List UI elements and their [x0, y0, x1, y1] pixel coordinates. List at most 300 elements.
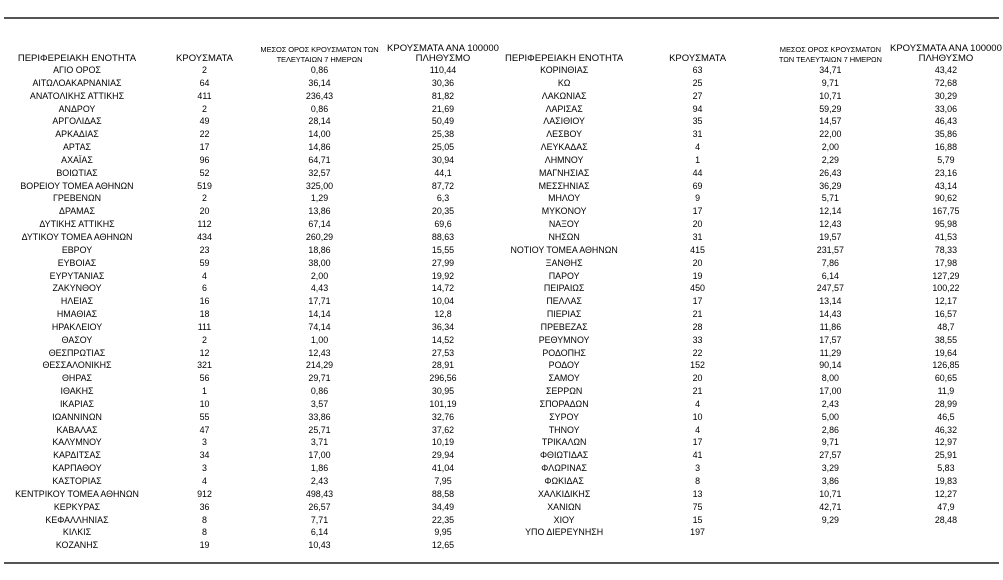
- per100k-cell: 110,44: [429, 65, 457, 75]
- per100k-cell: 12,65: [431, 540, 455, 551]
- region-cell: ΑΓΙΟ ΟΡΟΣ: [53, 65, 101, 75]
- cases-cell: 21: [692, 309, 703, 320]
- table-row: [505, 180, 1003, 193]
- region-cell: ΜΕΣΣΗΝΙΑΣ: [538, 180, 590, 191]
- region-cell: ΚΑΣΤΟΡΙΑΣ: [52, 476, 102, 486]
- region-cell: ΖΑΚΥΝΘΟΥ: [52, 283, 102, 294]
- region-cell: ΘΑΣΟΥ: [61, 334, 93, 345]
- region-cell: ΚΩ: [557, 77, 571, 88]
- avg7-cell: 5,71: [821, 193, 839, 204]
- table-row: [2, 282, 504, 295]
- table-row: [2, 462, 504, 475]
- avg7-cell: 2,43: [310, 476, 329, 486]
- per100k-cell: 28,48: [934, 514, 958, 525]
- cases-cell: 17: [199, 142, 210, 153]
- cases-cell: 2: [202, 103, 207, 114]
- per100k-cell: 32,76: [431, 411, 455, 422]
- per100k-cell: 19,92: [431, 270, 455, 281]
- cases-cell: 2: [202, 65, 207, 75]
- cases-cell: 434: [197, 231, 212, 242]
- table-row: [505, 449, 1003, 462]
- avg7-cell: 3,86: [821, 476, 839, 486]
- table-body-left: [2, 64, 504, 552]
- cases-cell: 3: [202, 463, 207, 474]
- cases-cell: 16: [199, 296, 210, 307]
- per100k-cell: 60,65: [934, 373, 958, 384]
- cases-cell: 111: [197, 321, 212, 332]
- per100k-cell: 23,16: [934, 167, 958, 178]
- table-row: [2, 501, 504, 514]
- table-row: [505, 347, 1003, 360]
- region-cell: ΗΡΑΚΛΕΙΟΥ: [51, 321, 103, 332]
- region-cell: ΚΑΛΥΜΝΟΥ: [52, 437, 102, 448]
- per100k-cell: 95,98: [934, 219, 958, 230]
- table-row: [2, 167, 504, 180]
- table-row: [2, 449, 504, 462]
- header-row: [505, 38, 1003, 64]
- per100k-cell: 17,98: [934, 257, 958, 268]
- per100k-cell: 27,99: [431, 257, 455, 268]
- table-row: [505, 231, 1003, 244]
- table-row: [505, 128, 1003, 141]
- table-row: [505, 424, 1003, 437]
- cases-cell: 10: [692, 411, 703, 422]
- per100k-cell: 81,82: [431, 90, 455, 101]
- region-cell: ΝΟΤΙΟΥ ΤΟΜΕΑ ΑΘΗΝΩΝ: [510, 244, 618, 255]
- region-cell: ΛΕΣΒΟΥ: [546, 129, 583, 140]
- table-row: [2, 141, 504, 154]
- left-table-panel: [2, 38, 504, 552]
- cases-cell: 25: [692, 77, 703, 88]
- cases-cell: 19: [199, 540, 210, 551]
- avg7-cell: 29,71: [308, 373, 331, 384]
- avg7-cell: 2,00: [310, 270, 329, 281]
- avg7-cell: 2,00: [821, 142, 839, 153]
- region-cell: ΑΝΔΡΟΥ: [58, 103, 96, 114]
- region-cell: ΧΙΟΥ: [553, 514, 575, 525]
- per100k-cell: 37,62: [431, 424, 455, 435]
- per100k-cell: 15,55: [431, 244, 455, 255]
- table-row: [2, 205, 504, 218]
- region-cell: ΚΟΖΑΝΗΣ: [55, 540, 99, 551]
- per100k-cell: 25,05: [431, 142, 455, 153]
- table-row: [2, 154, 504, 167]
- per100k-cell: 29,94: [431, 450, 455, 461]
- region-cell: ΑΡΤΑΣ: [62, 142, 91, 153]
- per100k-cell: 7,95: [434, 476, 452, 486]
- region-cell: ΔΥΤΙΚΟΥ ΤΟΜΕΑ ΑΘΗΝΩΝ: [21, 231, 133, 242]
- cases-cell: 19: [692, 270, 703, 281]
- cases-cell: 10: [199, 398, 210, 409]
- cases-cell: 519: [197, 180, 212, 191]
- cases-cell: 450: [690, 283, 705, 294]
- table-row: [2, 218, 504, 231]
- per100k-cell: 35,86: [934, 129, 958, 140]
- right-table-panel: [505, 38, 1003, 539]
- avg7-cell: 27,57: [819, 450, 842, 461]
- region-cell: ΝΑΞΟΥ: [548, 219, 580, 230]
- table-row: [2, 77, 504, 90]
- per100k-cell: 19,64: [934, 347, 958, 358]
- region-cell: ΕΥΒΟΙΑΣ: [57, 257, 97, 268]
- region-cell: ΞΑΝΘΗΣ: [545, 257, 583, 268]
- avg7-cell: 64,71: [308, 154, 331, 165]
- region-cell: ΣΥΡΟΥ: [549, 411, 580, 422]
- region-cell: ΚΟΡΙΝΘΙΑΣ: [540, 65, 589, 75]
- cases-cell: 17: [692, 437, 703, 448]
- cases-cell: 2: [202, 193, 207, 204]
- cases-cell: 20: [199, 206, 210, 217]
- region-cell: ΘΗΡΑΣ: [62, 373, 92, 384]
- cases-cell: 3: [695, 463, 701, 474]
- region-cell: ΚΕΡΚΥΡΑΣ: [53, 501, 101, 512]
- avg7-cell: 26,43: [819, 167, 842, 178]
- table-row: [2, 372, 504, 385]
- avg7-cell: 14,14: [308, 309, 331, 320]
- table-row: [2, 321, 504, 334]
- per100k-cell: 10,19: [431, 437, 455, 448]
- cases-cell: 52: [199, 167, 210, 178]
- avg7-cell: 6,14: [821, 270, 839, 281]
- avg7-cell: 74,14: [308, 321, 331, 332]
- table-row: [505, 308, 1003, 321]
- table-row: [505, 205, 1003, 218]
- cases-cell: 55: [199, 411, 210, 422]
- table-row: [505, 154, 1003, 167]
- cases-cell: 22: [199, 129, 210, 140]
- header-per100k: ΚΡΟΥΣΜΑΤΑ ΑΝΑ 100000 ΠΛΗΘΥΣΜΟ: [387, 43, 499, 64]
- cases-cell: 20: [692, 373, 703, 384]
- cases-cell: 75: [692, 501, 703, 512]
- cases-cell: 321: [197, 360, 212, 371]
- avg7-cell: 33,86: [308, 411, 331, 422]
- avg7-cell: 5,00: [821, 411, 839, 422]
- table-row: [2, 257, 504, 270]
- avg7-cell: 214,29: [305, 360, 334, 371]
- region-cell: ΤΗΝΟΥ: [548, 424, 580, 435]
- table-row: [505, 257, 1003, 270]
- table-row: [505, 475, 1003, 488]
- cases-cell: 8: [202, 514, 207, 525]
- table-row: [2, 526, 504, 539]
- avg7-cell: 231,57: [816, 244, 844, 255]
- region-cell: ΦΘΙΩΤΙΔΑΣ: [539, 450, 589, 461]
- region-cell: ΙΚΑΡΙΑΣ: [59, 398, 95, 409]
- avg7-cell: 26,57: [308, 501, 331, 512]
- avg7-cell: 0,86: [310, 65, 329, 75]
- table-row: [2, 488, 504, 501]
- table-row: [505, 270, 1003, 283]
- per100k-cell: 30,94: [431, 154, 455, 165]
- header-avg7: ΜΕΣΟΣ ΟΡΟΣ ΚΡΟΥΣΜΑΤΩΝ ΤΩΝ ΤΕΛΕΥΤΑΙΩΝ 7 ΗΜΕΡΩΝ: [260, 45, 379, 64]
- cases-cell: 415: [690, 244, 705, 255]
- per100k-cell: 14,72: [431, 283, 455, 294]
- avg7-cell: 0,86: [310, 386, 329, 397]
- table-row: [2, 128, 504, 141]
- cases-cell: 4: [202, 270, 207, 281]
- avg7-cell: 34,71: [819, 65, 842, 75]
- per100k-cell: 46,43: [934, 116, 958, 127]
- avg7-cell: 325,00: [305, 180, 334, 191]
- avg7-cell: 42,71: [819, 501, 842, 512]
- avg7-cell: 13,86: [308, 206, 331, 217]
- cases-cell: 69: [692, 180, 703, 191]
- region-cell: ΣΠΟΡΑΔΩΝ: [539, 398, 589, 409]
- per100k-cell: 5,79: [937, 154, 955, 165]
- avg7-cell: 36,29: [819, 180, 842, 191]
- table-row: [505, 321, 1003, 334]
- avg7-cell: 8,00: [821, 373, 839, 384]
- per100k-cell: 12,97: [934, 437, 958, 448]
- per100k-cell: 47,9: [937, 501, 955, 512]
- cases-cell: 8: [695, 476, 701, 486]
- region-cell: ΑΡΓΟΛΙΔΑΣ: [52, 116, 102, 127]
- avg7-cell: 236,43: [305, 90, 334, 101]
- avg7-cell: 1,29: [310, 193, 329, 204]
- cases-cell: 9: [695, 193, 701, 204]
- per100k-cell: 11,9: [937, 386, 955, 397]
- cases-cell: 4: [695, 398, 701, 409]
- avg7-cell: 10,71: [819, 488, 842, 499]
- cases-table-left: [2, 38, 504, 552]
- per100k-cell: 41,53: [934, 231, 958, 242]
- cases-cell: 22: [692, 347, 703, 358]
- table-row: [2, 475, 504, 488]
- table-row: [505, 411, 1003, 424]
- per100k-cell: 22,35: [431, 514, 455, 525]
- table-row: [505, 334, 1003, 347]
- region-cell: ΚΑΒΑΛΑΣ: [56, 424, 98, 435]
- cases-cell: 96: [199, 154, 210, 165]
- avg7-cell: 4,43: [310, 283, 329, 294]
- table-row: [505, 167, 1003, 180]
- per100k-cell: [889, 526, 1003, 539]
- cases-cell: 17: [692, 296, 703, 307]
- avg7-cell: 11,29: [819, 347, 842, 358]
- table-row: [2, 180, 504, 193]
- cases-cell: 35: [692, 116, 703, 127]
- bottom-rule: [4, 562, 999, 564]
- table-row: [505, 192, 1003, 205]
- table-row: [505, 282, 1003, 295]
- cases-cell: 4: [695, 142, 701, 153]
- region-cell: ΚΑΡΔΙΤΣΑΣ: [53, 450, 101, 461]
- region-cell: ΥΠΟ ΔΙΕΡΕΥΝΗΣΗ: [525, 527, 604, 538]
- per100k-cell: 78,33: [934, 244, 958, 255]
- avg7-cell: 59,29: [819, 103, 842, 114]
- avg7-cell: 18,86: [308, 244, 331, 255]
- table-body-right: [505, 64, 1003, 539]
- cases-cell: 23: [199, 244, 210, 255]
- cases-cell: 33: [692, 334, 703, 345]
- avg7-cell: 19,57: [819, 231, 842, 242]
- region-cell: ΜΥΚΟΝΟΥ: [541, 206, 587, 217]
- per100k-cell: 30,36: [431, 77, 455, 88]
- cases-cell: 49: [199, 116, 210, 127]
- region-cell: ΗΜΑΘΙΑΣ: [56, 309, 98, 320]
- cases-table-right: [505, 38, 1003, 539]
- avg7-cell: 14,57: [819, 116, 842, 127]
- per100k-cell: 25,91: [934, 450, 958, 461]
- per100k-cell: 69,6: [434, 219, 452, 230]
- per100k-cell: 27,53: [431, 347, 455, 358]
- avg7-cell: 2,43: [821, 398, 839, 409]
- avg7-cell: 25,71: [308, 424, 331, 435]
- region-cell: ΛΕΥΚΑΔΑΣ: [540, 142, 588, 153]
- per100k-cell: 21,69: [431, 103, 455, 114]
- avg7-cell: 12,14: [819, 206, 842, 217]
- per100k-cell: 16,57: [934, 309, 958, 320]
- cases-cell: 1: [202, 386, 207, 397]
- table-row: [505, 501, 1003, 514]
- cases-cell: 912: [197, 488, 212, 499]
- region-cell: ΠΕΙΡΑΙΩΣ: [543, 283, 585, 294]
- table-row: [505, 462, 1003, 475]
- region-cell: ΤΡΙΚΑΛΩΝ: [541, 437, 587, 448]
- header-row: [2, 38, 504, 64]
- per100k-cell: 12,17: [934, 296, 958, 307]
- per100k-cell: 50,49: [431, 116, 455, 127]
- header-cases: ΚΡΟΥΣΜΑΤΑ: [669, 53, 727, 64]
- table-row: [2, 385, 504, 398]
- region-cell: ΓΡΕΒΕΝΩΝ: [52, 193, 102, 204]
- table-row: [2, 347, 504, 360]
- avg7-cell: 17,71: [308, 296, 331, 307]
- avg7-cell: 13,14: [819, 296, 842, 307]
- region-cell: ΣΑΜΟΥ: [548, 373, 580, 384]
- region-cell: ΚΑΡΠΑΘΟΥ: [52, 463, 102, 474]
- region-cell: ΙΘΑΚΗΣ: [60, 386, 94, 397]
- header-region: ΠΕΡΙΦΕΡΕΙΑΚΗ ΕΝΟΤΗΤΑ: [505, 53, 624, 64]
- region-cell: ΚΕΦΑΛΛΗΝΙΑΣ: [45, 514, 109, 525]
- per100k-cell: 167,75: [932, 206, 960, 217]
- avg7-cell: 90,14: [819, 360, 842, 371]
- per100k-cell: 28,91: [431, 360, 455, 371]
- table-row: [2, 64, 504, 77]
- cases-cell: 56: [199, 373, 210, 384]
- table-row: [2, 334, 504, 347]
- table-row: [2, 539, 504, 552]
- region-cell: ΠΙΕΡΙΑΣ: [546, 309, 582, 320]
- table-row: [505, 385, 1003, 398]
- avg7-cell: 10,43: [308, 540, 331, 551]
- table-row: [2, 398, 504, 411]
- per100k-cell: 126,85: [932, 360, 960, 371]
- region-cell: ΗΛΕΙΑΣ: [60, 296, 94, 307]
- region-cell: ΑΧΑΪΑΣ: [61, 154, 93, 165]
- table-row: [2, 436, 504, 449]
- avg7-cell: 2,29: [821, 154, 839, 165]
- cases-cell: 41: [692, 450, 703, 461]
- cases-cell: 47: [199, 424, 210, 435]
- table-row: [505, 115, 1003, 128]
- avg7-cell: 12,43: [819, 219, 842, 230]
- per100k-cell: 296,56: [429, 373, 457, 384]
- region-cell: ΦΛΩΡΙΝΑΣ: [541, 463, 588, 474]
- cases-cell: 36: [199, 501, 210, 512]
- region-cell: ΝΗΣΩΝ: [548, 231, 580, 242]
- cases-cell: 15: [692, 514, 703, 525]
- region-cell: ΠΕΛΛΑΣ: [546, 296, 582, 307]
- cases-cell: 34: [199, 450, 210, 461]
- table-row: [2, 244, 504, 257]
- header-avg7: ΜΕΣΟΣ ΟΡΟΣ ΚΡΟΥΣΜΑΤΩΝ ΤΩΝ ΤΕΛΕΥΤΑΙΩΝ 7 ΗΜΕΡΩΝ: [778, 45, 882, 64]
- per100k-cell: 72,68: [934, 77, 958, 88]
- per100k-cell: 127,29: [932, 270, 960, 281]
- table-row: [2, 90, 504, 103]
- table-row: [505, 295, 1003, 308]
- avg7-cell: 9,71: [821, 437, 839, 448]
- cases-cell: 31: [692, 129, 703, 140]
- avg7-cell: 0,86: [310, 103, 329, 114]
- cases-cell: 152: [690, 360, 705, 371]
- cases-cell: 4: [695, 424, 701, 435]
- cases-cell: 44: [692, 167, 703, 178]
- region-cell: ΑΡΚΑΔΙΑΣ: [55, 129, 99, 140]
- region-cell: ΔΡΑΜΑΣ: [59, 206, 95, 217]
- table-row: [2, 424, 504, 437]
- cases-cell: 21: [692, 386, 703, 397]
- region-cell: ΡΟΔΟΥ: [548, 360, 580, 371]
- region-cell: ΠΡΕΒΕΖΑΣ: [540, 321, 588, 332]
- cases-cell: 8: [202, 527, 207, 538]
- cases-cell: 3: [202, 437, 207, 448]
- region-cell: ΑΝΑΤΟΛΙΚΗΣ ΑΤΤΙΚΗΣ: [29, 90, 125, 101]
- avg7-cell: 17,00: [308, 450, 331, 461]
- table-row: [505, 103, 1003, 116]
- region-cell: ΡΕΘΥΜΝΟΥ: [538, 334, 590, 345]
- header-per100k: ΚΡΟΥΣΜΑΤΑ ΑΝΑ 100000 ΠΛΗΘΥΣΜΟ: [889, 43, 1002, 64]
- avg7-cell: 17,57: [819, 334, 842, 345]
- cases-cell: 31: [692, 231, 703, 242]
- per100k-cell: 33,06: [934, 103, 958, 114]
- avg7-cell: 11,86: [819, 321, 842, 332]
- cases-cell: 112: [197, 219, 212, 230]
- per100k-cell: 88,58: [431, 488, 455, 499]
- region-cell: ΜΑΓΝΗΣΙΑΣ: [538, 167, 590, 178]
- per100k-cell: 10,04: [431, 296, 455, 307]
- per100k-cell: 34,49: [431, 501, 455, 512]
- region-cell: ΛΑΚΩΝΙΑΣ: [541, 90, 587, 101]
- avg7-cell: 14,86: [308, 142, 331, 153]
- table-row: [505, 244, 1003, 257]
- cases-cell: 411: [197, 90, 212, 101]
- table-row: [505, 77, 1003, 90]
- avg7-cell: 36,14: [308, 77, 331, 88]
- table-row: [505, 372, 1003, 385]
- per100k-cell: 28,99: [934, 398, 958, 409]
- avg7-cell: 1,00: [310, 334, 329, 345]
- cases-cell: 197: [690, 527, 705, 538]
- table-row: [2, 103, 504, 116]
- table-row: [2, 192, 504, 205]
- cases-cell: 64: [199, 77, 210, 88]
- avg7-cell: 7,71: [310, 514, 329, 525]
- table-row: [505, 218, 1003, 231]
- avg7-cell: 10,71: [819, 90, 842, 101]
- header-cases: ΚΡΟΥΣΜΑΤΑ: [176, 53, 233, 64]
- cases-cell: 63: [692, 65, 703, 75]
- avg7-cell: 498,43: [305, 488, 334, 499]
- avg7-cell: 7,86: [821, 257, 839, 268]
- table-row: [2, 295, 504, 308]
- region-cell: ΦΩΚΙΔΑΣ: [544, 476, 584, 486]
- table-row: [2, 115, 504, 128]
- region-cell: ΕΒΡΟΥ: [61, 244, 93, 255]
- per100k-cell: 90,62: [934, 193, 958, 204]
- per100k-cell: 46,5: [937, 411, 955, 422]
- region-cell: ΛΑΡΙΣΑΣ: [545, 103, 583, 114]
